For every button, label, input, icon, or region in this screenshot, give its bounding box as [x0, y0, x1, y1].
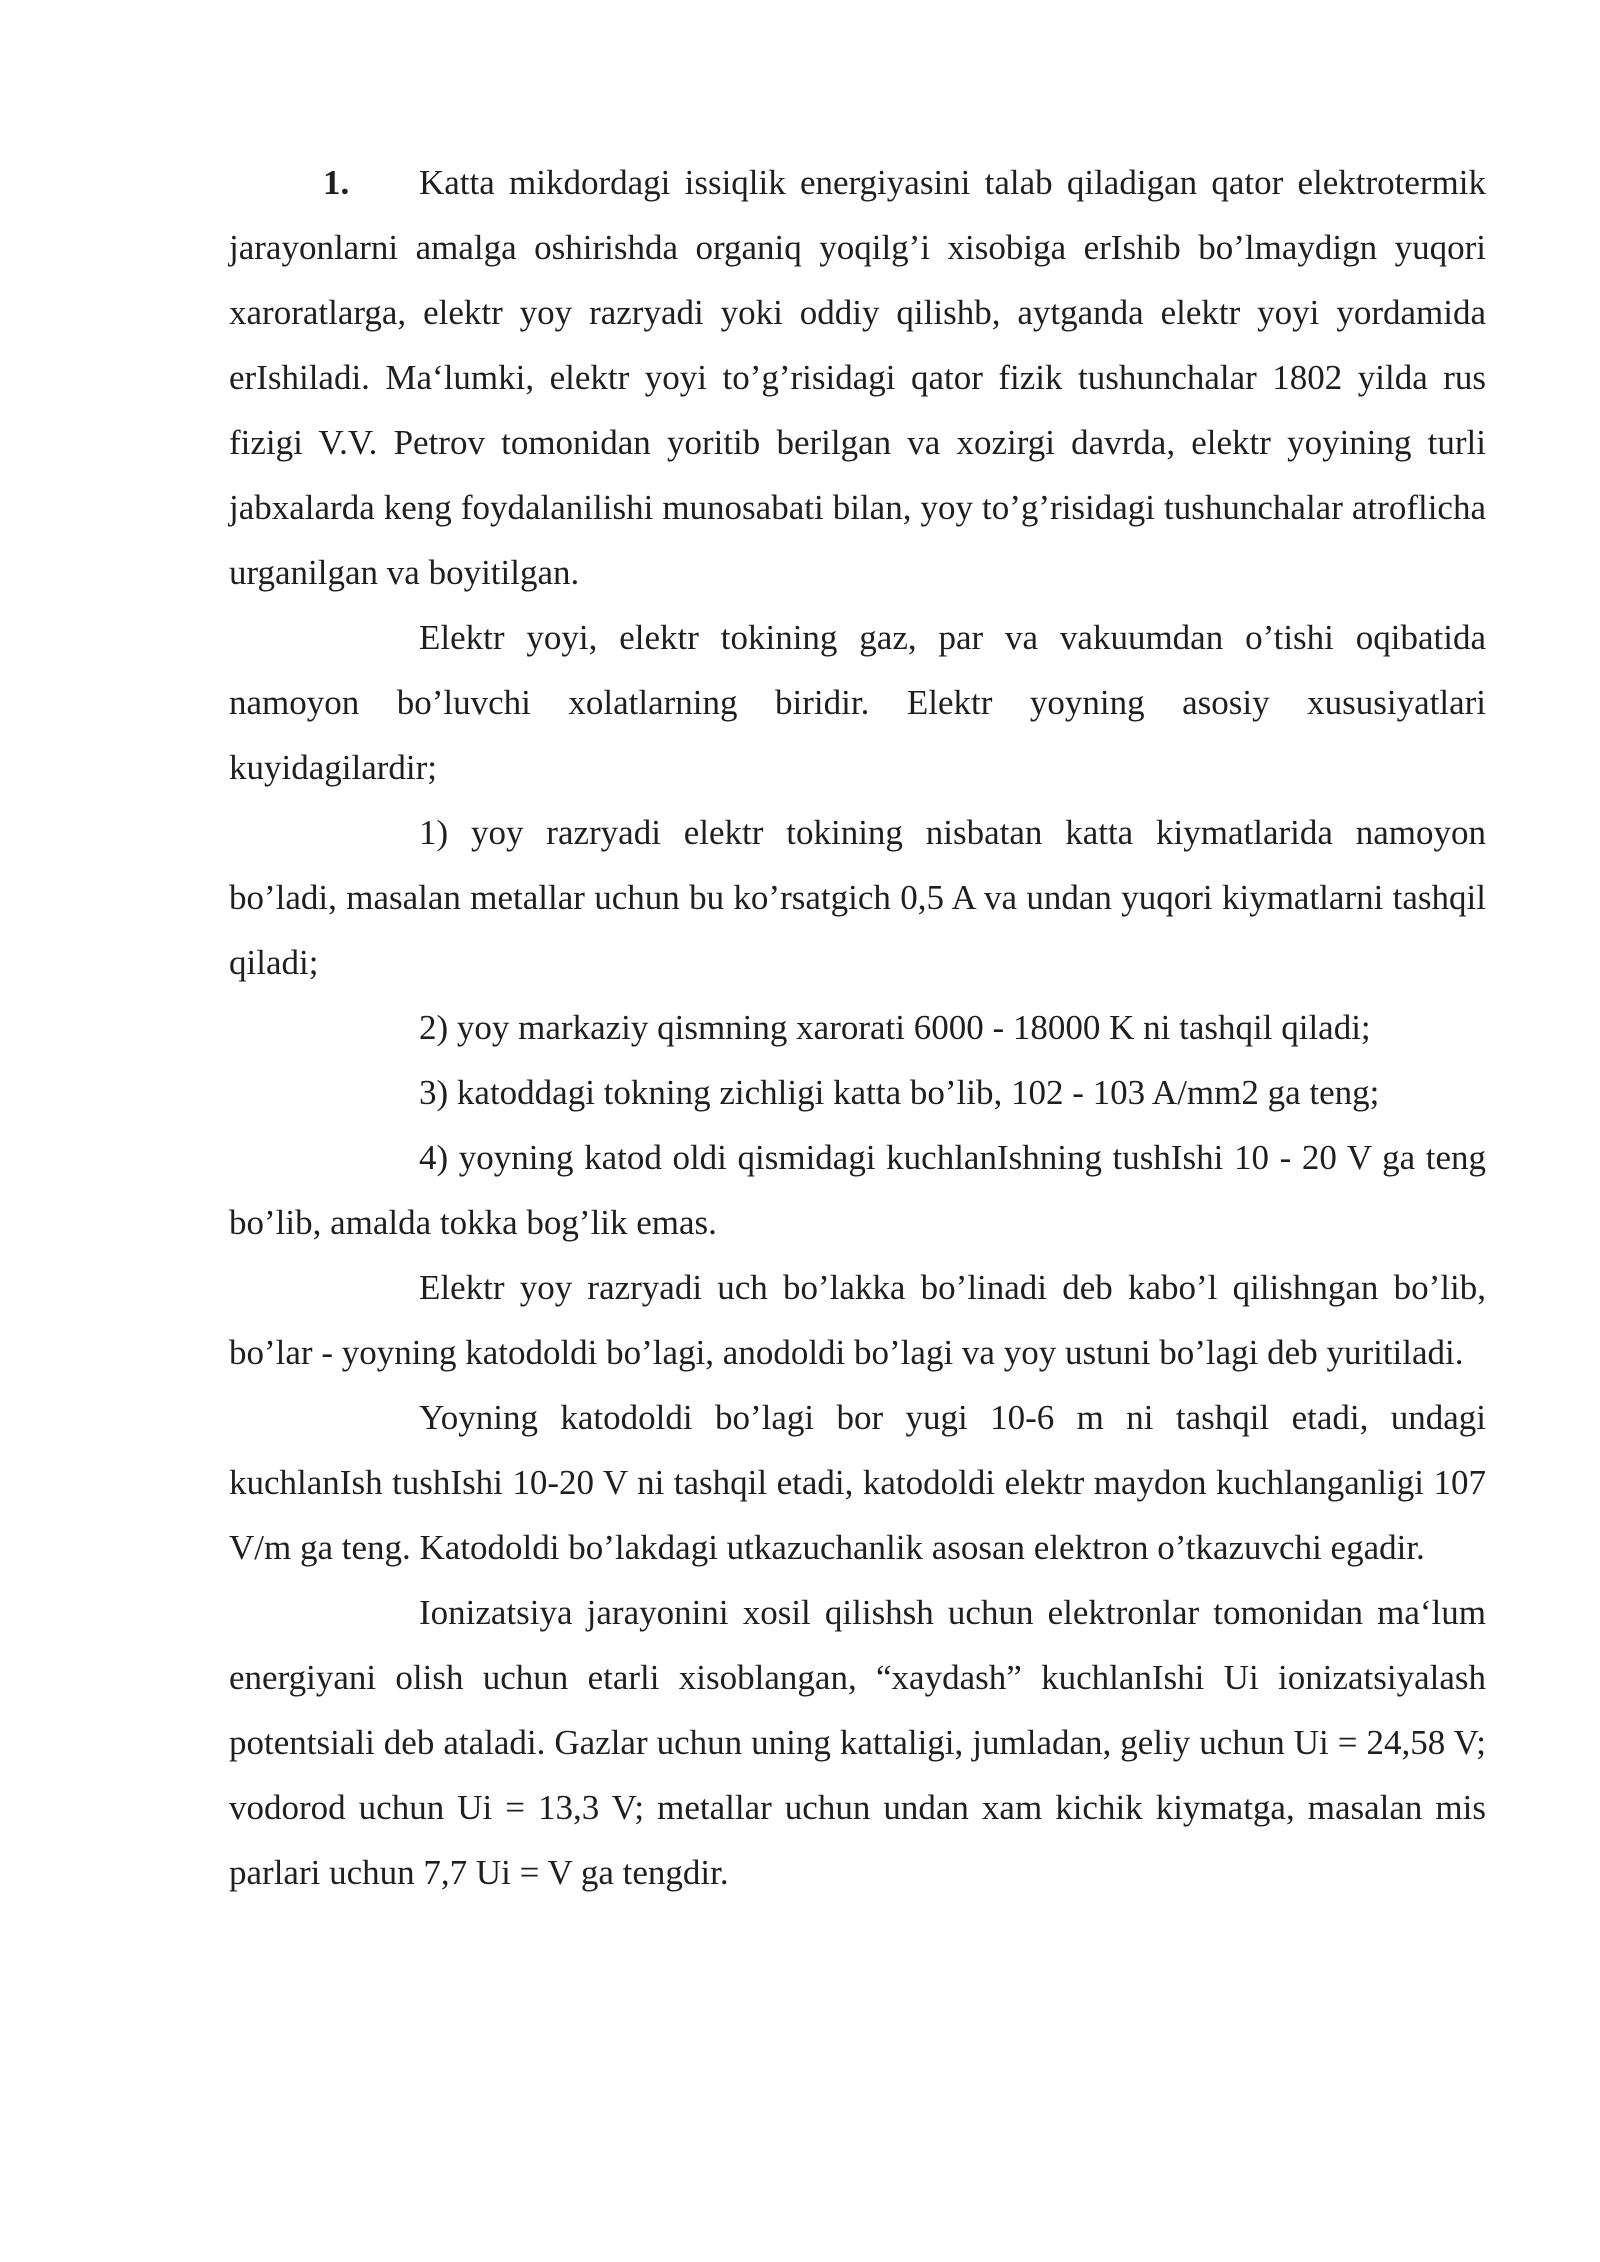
paragraph-list-item-2: 2) yoy markaziy qismning xarorati 6000 - 18000 K ni tashqil qiladi;: [419, 1008, 1371, 1047]
paragraph-list-item-1: 1) yoy razryadi elektr tokining nisbatan katta kiymatlarida namoyon bo’ladi, masalan metallar uchun bu ko’rsatgich 0,5 A va undan yuqori kiymatlarni tashqil qiladi;: [229, 813, 1486, 982]
paragraph-list-item-4: 4) yoyning katod oldi qismidagi kuchlanIshning tushIshi 10 - 20 V ga teng bo’lib, amalda tokka bog’lik emas.: [229, 1138, 1486, 1242]
paragraph-5: Ionizatsiya jarayonini xosil qilishsh uchun elektronlar tomonidan ma‘lum energiyani olish uchun etarli xisoblangan, “xaydash” kuchlanIshi Ui ionizatsiyalash potentsiali deb ataladi. Gazlar uchun uning kattaligi, jumladan, geliy uchun Ui = 24,58 V; vodorod uchun Ui = 13,3 V; metallar uchun undan xam kichik kiymatga, masalan mis parlari uchun 7,7 Ui = V ga tengdir.: [229, 1593, 1486, 1892]
paragraph-1: [229, 150, 1486, 605]
paragraph-1-text: Katta mikdordagi issiqlik energiyasini talab qiladigan qator elektrotermik jarayonlarni amalga oshirishda organiq yoqilg’i xisobiga erIshib bo’lmaydign yuqori xaroratlarga, elektr yoy razryadi yoki oddiy qilishb, aytganda elektr yoyi yordamida erIshiladi. Ma‘lumki, elektr yoyi to’g’risidagi qator fizik tushunchalar 1802 yilda rus fizigi V.V. Petrov tomonidan yoritib berilgan va xozirgi davrda, elektr yoyining turli jabxalarda keng foydalanilishi munosabati bilan, yoy to’g’risidagi tushunchalar atroflicha urganilgan va boyitilgan.: [229, 163, 1486, 592]
paragraph-2: Elektr yoyi, elektr tokining gaz, par va vakuumdan o’tishi oqibatida namoyon bo’luvchi xolatlarning biridir. Elektr yoyning asosiy xususiyatlari kuyidagilardir;: [229, 618, 1486, 787]
document-body: [229, 150, 1486, 1905]
paragraph-number: 1.: [323, 163, 350, 202]
paragraph-list-item-3: 3) katoddagi tokning zichligi katta bo’lib, 102 - 103 A/mm2 ga teng;: [419, 1073, 1380, 1112]
paragraph-4: Yoyning katodoldi bo’lagi bor yugi 10-6 m ni tashqil etadi, undagi kuchlanIsh tushIshi 10-20 V ni tashqil etadi, katodoldi elektr maydon kuchlanganligi 107 V/m ga teng. Katodoldi bo’lakdagi utkazuchanlik asosan elektron o’tkazuvchi egadir.: [229, 1398, 1486, 1567]
paragraph-3: Elektr yoy razryadi uch bo’lakka bo’linadi deb kabo’l qilishngan bo’lib, bo’lar - yoyning katodoldi bo’lagi, anodoldi bo’lagi va yoy ustuni bo’lagi deb yuritiladi.: [229, 1268, 1486, 1372]
